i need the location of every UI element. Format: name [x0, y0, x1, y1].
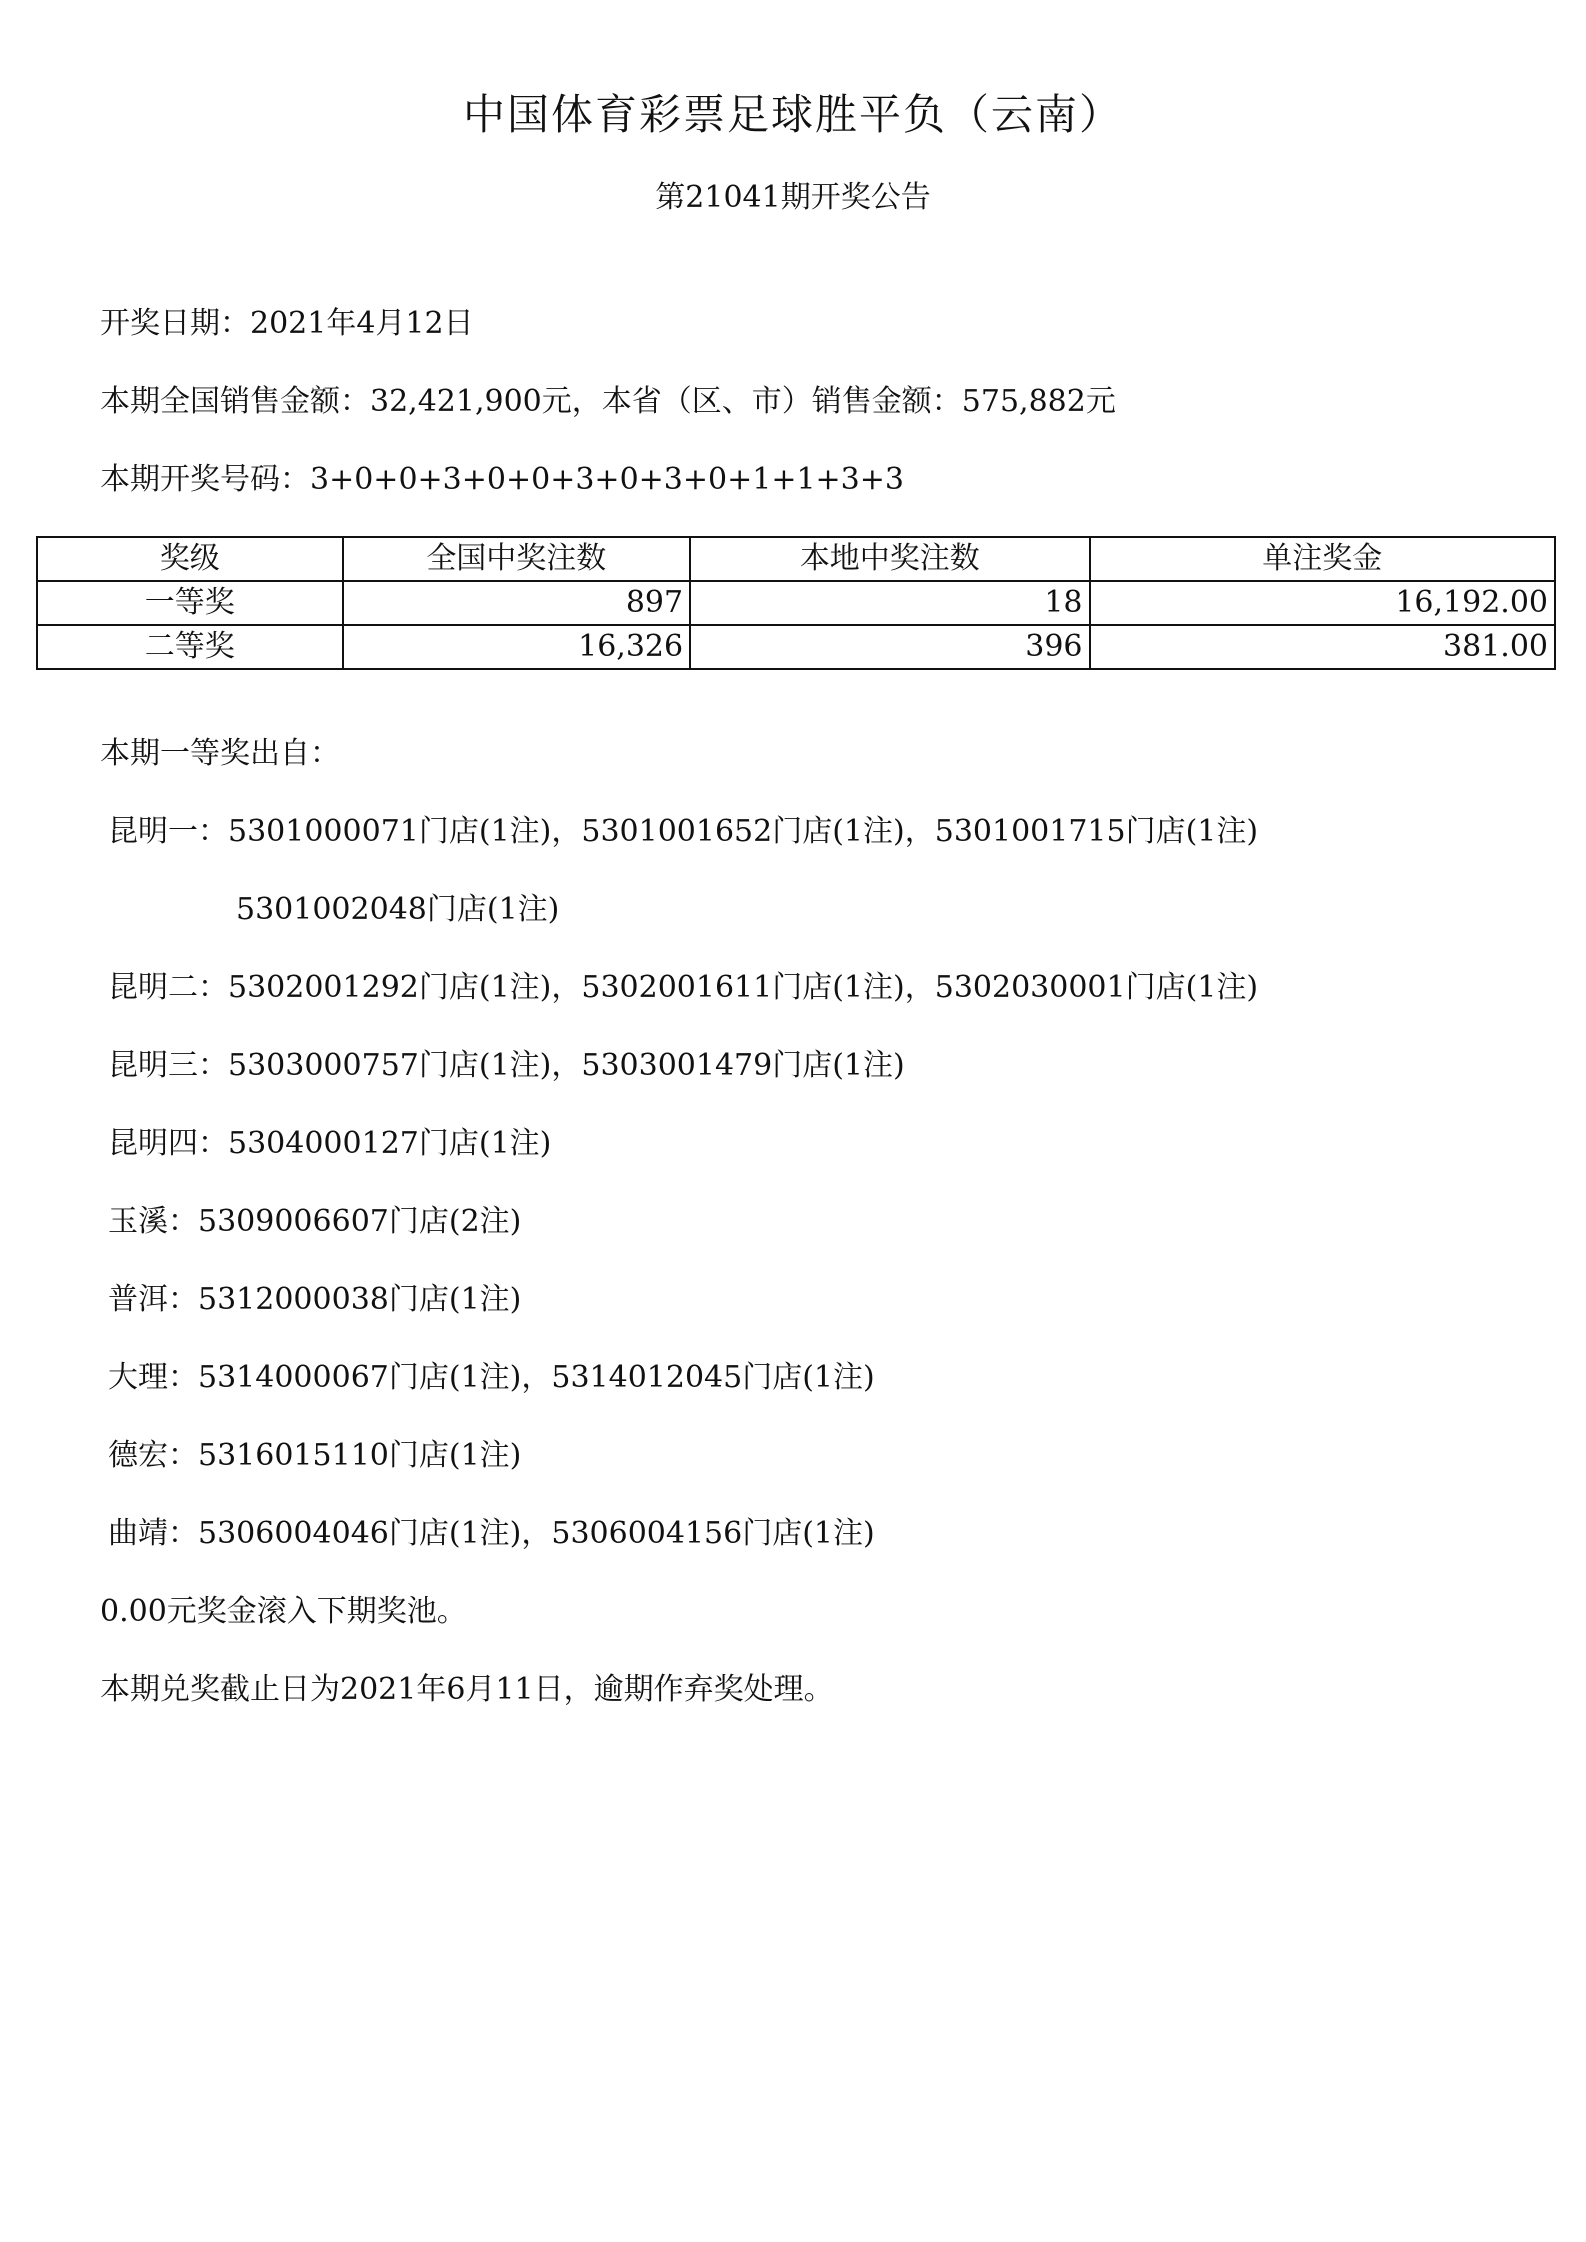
prize-table	[36, 536, 1556, 670]
header-local-winners: 本地中奖注数	[690, 537, 1089, 581]
draw-date: 开奖日期：2021年4月12日	[100, 306, 474, 341]
header-national-winners: 全国中奖注数	[343, 537, 691, 581]
winner-line: 德宏：5316015110门店(1注)	[108, 1438, 522, 1473]
header-prize-level: 奖级	[37, 537, 343, 581]
table-row	[37, 625, 1555, 669]
cell-local-winners: 396	[690, 625, 1089, 669]
page-title: 中国体育彩票足球胜平负（云南）	[462, 90, 1123, 139]
rollover-note: 0.00元奖金滚入下期奖池。	[100, 1594, 467, 1629]
winning-numbers: 本期开奖号码：3+0+0+3+0+0+3+0+3+0+1+1+3+3	[100, 462, 904, 497]
cell-prize-amount: 381.00	[1090, 625, 1555, 669]
winner-line: 昆明四：5304000127门店(1注)	[108, 1126, 552, 1161]
winner-line: 昆明三：5303000757门店(1注)，5303001479门店(1注)	[108, 1048, 905, 1083]
winner-line: 玉溪：5309006607门店(2注)	[108, 1204, 522, 1239]
header-prize-amount: 单注奖金	[1090, 537, 1555, 581]
cell-national-winners: 16,326	[343, 625, 691, 669]
cell-prize-level: 一等奖	[37, 581, 343, 625]
winner-line: 5301002048门店(1注)	[236, 892, 560, 927]
winner-line: 普洱：5312000038门店(1注)	[108, 1282, 522, 1317]
cell-prize-amount: 16,192.00	[1090, 581, 1555, 625]
winner-line: 昆明二：5302001292门店(1注)，5302001611门店(1注)，5302030001门店(1注)	[108, 970, 1259, 1005]
claim-deadline: 本期兑奖截止日为2021年6月11日，逾期作弃奖处理。	[100, 1672, 834, 1707]
winner-line: 大理：5314000067门店(1注)，5314012045门店(1注)	[108, 1360, 875, 1395]
cell-national-winners: 897	[343, 581, 691, 625]
winners-intro: 本期一等奖出自：	[100, 736, 340, 771]
sales-amount: 本期全国销售金额：32,421,900元，本省（区、市）销售金额：575,882元	[100, 384, 1116, 419]
table-row	[37, 581, 1555, 625]
winner-line: 曲靖：5306004046门店(1注)，5306004156门店(1注)	[108, 1516, 875, 1551]
issue-subtitle: 第21041期开奖公告	[655, 180, 931, 215]
winner-line: 昆明一：5301000071门店(1注)，5301001652门店(1注)，5301001715门店(1注)	[108, 814, 1259, 849]
cell-local-winners: 18	[690, 581, 1089, 625]
cell-prize-level: 二等奖	[37, 625, 343, 669]
table-header-row	[37, 537, 1555, 581]
